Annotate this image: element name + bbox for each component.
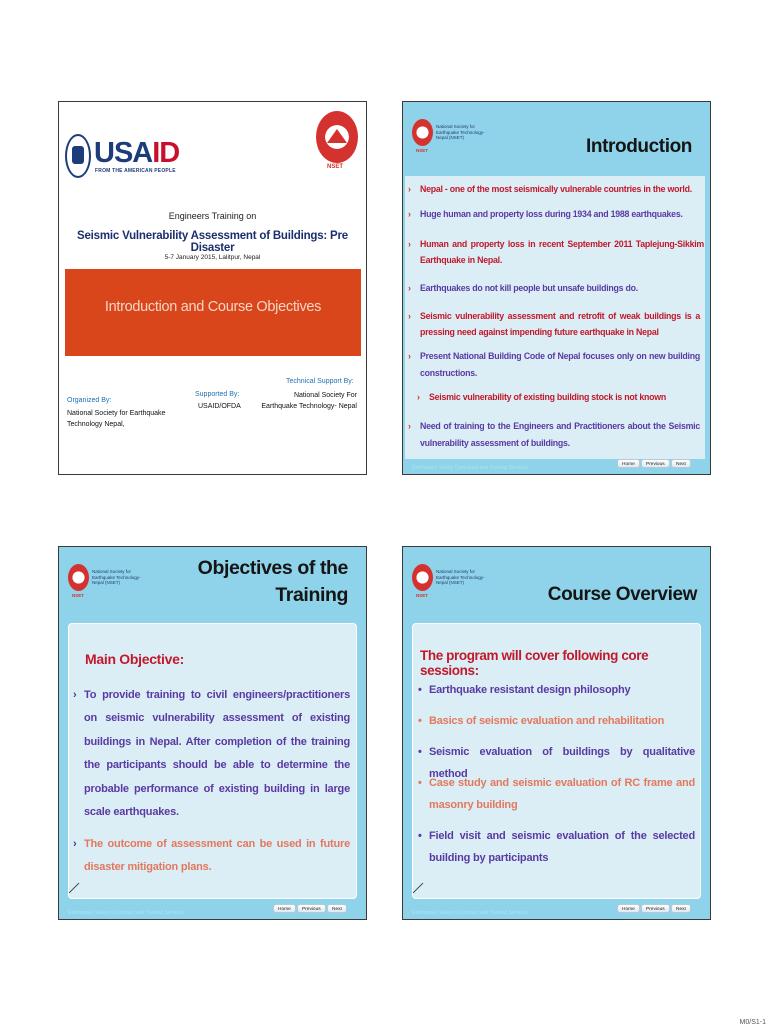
organized-by-heading: Organized By: [67,397,112,404]
chevron-right-icon: › [408,239,411,249]
chevron-right-icon: › [417,392,420,402]
nset-label: NSET [416,593,429,598]
nset-seal-icon [412,564,433,591]
home-button[interactable]: Home [617,459,640,468]
list-item: › Present National Building Code of Nepal focuses only on new building constructions. [420,348,700,382]
org-name: National Society for Earthquake Technology-Nepal (NSET) [436,124,485,140]
next-button[interactable]: Next [671,459,691,468]
nset-seal-icon [412,119,433,146]
footer-text: Earthquake Safety Consultant and Training Services [68,910,184,916]
technical-support-value: National Society For Earthquake Technology- Nepal [261,392,357,410]
slide-course-overview [402,546,711,920]
list-item: • Field visit and seismic evaluation of the selected building by participants [429,825,695,869]
technical-support-heading: Technical Support By: [286,378,354,385]
bullet-dot-icon: • [418,777,422,789]
nset-label: NSET [72,593,85,598]
org-name: National Society for Earthquake Technology-Nepal (NSET) [436,569,485,585]
usaid-seal-icon [65,134,91,178]
title-banner [65,269,361,356]
footer-text: Earthquake Safety Consultant and Training Services [412,910,528,916]
usaid-tagline: FROM THE AMERICAN PEOPLE [95,168,176,174]
footer-text: Earthquake Safety Consultant and Training Services [412,465,528,471]
chevron-right-icon: › [408,421,411,431]
banner-text: Introduction and Course Objectives [104,299,322,315]
list-item: › Earthquakes do not kill people but unsafe buildings do. [408,283,638,293]
previous-button[interactable]: Previous [641,459,670,468]
bullet-dot-icon: • [418,830,422,842]
main-objective-heading: Main Objective: [85,651,184,667]
list-item: › Seismic vulnerability of existing building stock is not known [417,392,666,402]
chevron-right-icon: › [408,209,411,219]
list-item: › To provide training to civil engineers/practitioners on seismic vulnerability assessment of existing buildings in Nepal. After completion of the training the participants should be able to determine the probable performance of existing building in large scale earthquakes. [84,684,350,824]
nset-label: NSET [416,148,429,153]
training-subtitle: Engineers Training on [168,211,257,221]
list-item: • Basics of seismic evaluation and rehabilitation [429,710,695,732]
bullet-dot-icon: • [418,684,422,696]
slide-introduction [402,101,711,475]
bullet-dot-icon: • [418,746,422,758]
slide-objectives [58,546,367,920]
list-item: › Nepal - one of the most seismically vulnerable countries in the world. [408,184,692,194]
slide-heading: Course Overview [547,584,697,605]
list-item: • Case study and seismic evaluation of RC frame and masonry building [429,772,695,816]
chevron-right-icon: › [408,311,411,321]
home-button[interactable]: Home [273,904,296,913]
previous-button[interactable]: Previous [297,904,326,913]
nset-seal-icon [316,111,358,163]
training-title: Seismic Vulnerability Assessment of Buildings: Pre Disaster [77,230,348,254]
sessions-lead: The program will cover following core sessions: [420,648,649,678]
org-name: National Society for Earthquake Technology-Nepal (NSET) [92,569,141,585]
list-item: › The outcome of assessment can be used in future disaster mitigation plans. [84,833,350,880]
previous-button[interactable]: Previous [641,904,670,913]
supported-by-heading: Supported By: [195,391,240,398]
list-item: › Human and property loss in recent September 2011 Taplejung-Sikkim Earthquake in Nepal. [420,236,704,268]
list-item: › Huge human and property loss during 1934 and 1988 earthquakes. [408,209,683,219]
list-item: › Seismic vulnerability assessment and retrofit of weak buildings is a pressing need against impending future earthquake in Nepal [420,308,700,340]
chevron-right-icon: › [408,184,411,194]
list-item: • Seismic evaluation of buildings by qualitative method [429,741,695,785]
chevron-right-icon: › [73,838,77,850]
slide-heading: Introduction [585,136,692,157]
next-button[interactable]: Next [327,904,347,913]
nset-seal-icon [68,564,89,591]
usaid-logo: USAID [94,137,180,169]
chevron-right-icon: › [408,351,411,361]
list-item: • Earthquake resistant design philosophy [429,679,695,701]
organized-by-value: National Society for Earthquake Technology Nepal, [67,410,166,428]
slide-title-page [58,101,367,475]
nset-label: NSET [327,164,344,170]
next-button[interactable]: Next [671,904,691,913]
home-button[interactable]: Home [617,904,640,913]
chevron-right-icon: › [73,689,77,701]
list-item: › Need of training to the Engineers and Practitioners about the Seismic vulnerability assessment of buildings. [420,418,700,452]
slide-heading [198,555,348,609]
panel-corner-icon [411,881,425,895]
page-number: M0/S1-1 [739,1019,766,1024]
chevron-right-icon: › [408,283,411,293]
bullet-dot-icon: • [418,715,422,727]
slide-heading-line1: Objectives of the [197,557,348,579]
training-date: 5-7 January 2015, Lalitpur, Nepal [164,254,261,261]
panel-corner-icon [67,881,81,895]
slide-heading-line2: Training [275,584,348,606]
supported-by-value: USAID/OFDA [198,403,241,410]
